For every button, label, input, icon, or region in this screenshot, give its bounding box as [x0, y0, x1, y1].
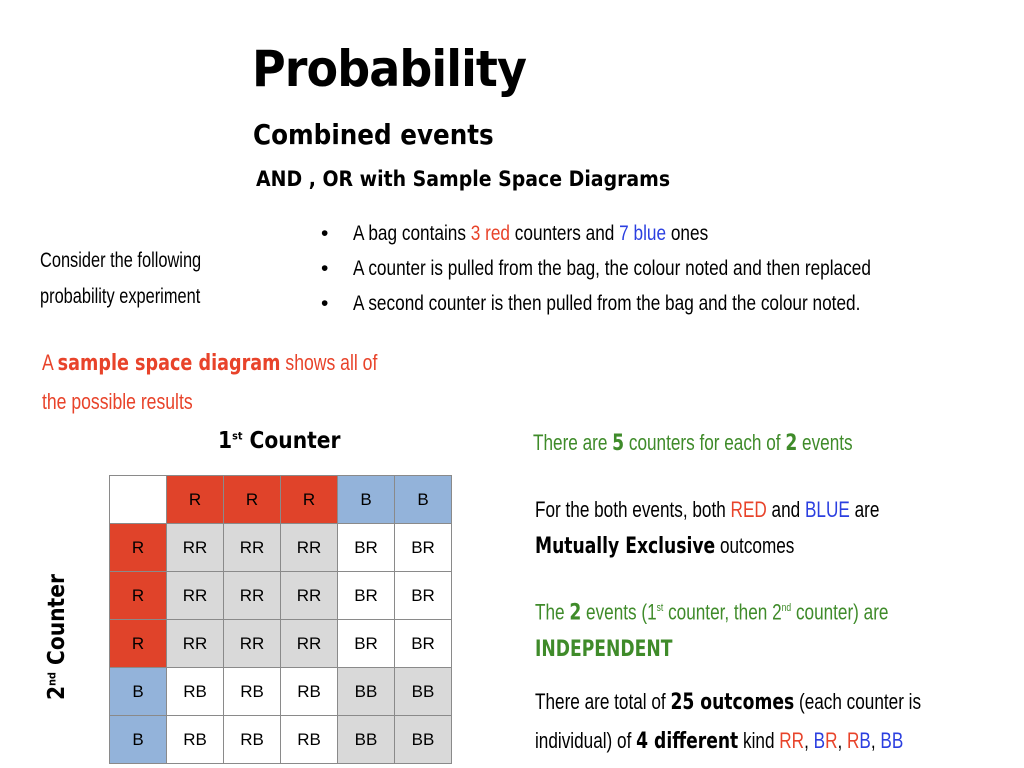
total-line-1: There are total of 25 outcomes (each counter is	[535, 689, 922, 715]
grid-cell: BB	[395, 668, 452, 716]
grid-corner-cell	[110, 476, 167, 524]
grid-cell: BR	[395, 572, 452, 620]
row-header-cell: R	[110, 620, 167, 668]
grid-row	[110, 668, 452, 716]
grid-cell: RR	[281, 572, 338, 620]
grid-cell: BR	[395, 524, 452, 572]
bullet-text: A bag contains 3 red counters and 7 blue ones	[353, 222, 709, 245]
grid-cell: RR	[224, 524, 281, 572]
mutually-exclusive-note	[535, 492, 879, 565]
row-header-cell: R	[110, 524, 167, 572]
grid-cell: RB	[167, 668, 224, 716]
grid-cell: BB	[338, 668, 395, 716]
grid-cell: RR	[224, 620, 281, 668]
col-header-cell: R	[224, 476, 281, 524]
page-title: Probability	[252, 40, 527, 98]
grid-cell: RB	[167, 716, 224, 764]
grid-cell: RB	[281, 668, 338, 716]
grid-cell: RR	[281, 524, 338, 572]
grid-row	[110, 524, 452, 572]
mutex-line-1: For the both events, both RED and BLUE are	[535, 497, 880, 522]
mutex-line-2: Mutually Exclusive outcomes	[535, 533, 795, 559]
grid-cell: RR	[167, 620, 224, 668]
intro-line-2: probability experiment	[40, 285, 201, 308]
total-outcomes-note	[535, 683, 921, 761]
bullet-dot-icon: •	[321, 292, 329, 315]
grid-row	[110, 572, 452, 620]
grid-row	[110, 620, 452, 668]
grid-cell: RR	[167, 524, 224, 572]
grid-row	[110, 716, 452, 764]
col-header-cell: R	[281, 476, 338, 524]
col-header-cell: B	[395, 476, 452, 524]
independent-note	[535, 590, 888, 668]
bullet-dot-icon: •	[321, 257, 329, 280]
grid-cell: RB	[281, 716, 338, 764]
col-header-cell: R	[167, 476, 224, 524]
grid-cell: RR	[281, 620, 338, 668]
sample-space-caption: A sample space diagram shows all of the possible results	[42, 350, 378, 414]
bullet-dot-icon: •	[321, 222, 329, 245]
bullet-text: A second counter is then pulled from the bag and the colour noted.	[353, 292, 861, 315]
bullet-text: A counter is pulled from the bag, the colour noted and then replaced	[353, 257, 871, 280]
grid-cell: RB	[224, 716, 281, 764]
second-counter-label: 2nd Counter	[44, 574, 70, 700]
grid-cell: BR	[338, 572, 395, 620]
intro-line-1: Consider the following	[40, 249, 202, 272]
events-count-note: There are 5 counters for each of 2 events	[533, 430, 853, 456]
grid-cell: RB	[224, 668, 281, 716]
intro-text	[40, 243, 201, 315]
row-header-cell: R	[110, 572, 167, 620]
col-header-cell: B	[338, 476, 395, 524]
indep-line-2: INDEPENDENT	[535, 637, 673, 663]
grid-header-row	[110, 476, 452, 524]
grid-cell: BR	[338, 620, 395, 668]
grid-cell: RR	[167, 572, 224, 620]
grid-cell: RR	[224, 572, 281, 620]
grid-cell: BR	[395, 620, 452, 668]
sample-space-grid	[109, 475, 452, 764]
grid-cell: BB	[338, 716, 395, 764]
indep-line-1: The 2 events (1st counter, then 2nd counter) are	[535, 599, 889, 626]
row-header-cell: B	[110, 668, 167, 716]
grid-cell: BB	[395, 716, 452, 764]
first-counter-label: 1st Counter	[218, 428, 341, 454]
grid-cell: BR	[338, 524, 395, 572]
page-subsubtitle: AND , OR with Sample Space Diagrams	[256, 167, 671, 191]
page-subtitle: Combined events	[253, 118, 494, 151]
row-header-cell: B	[110, 716, 167, 764]
total-line-2: individual) of 4 different kind RR, BR, RB, BB	[535, 728, 904, 754]
